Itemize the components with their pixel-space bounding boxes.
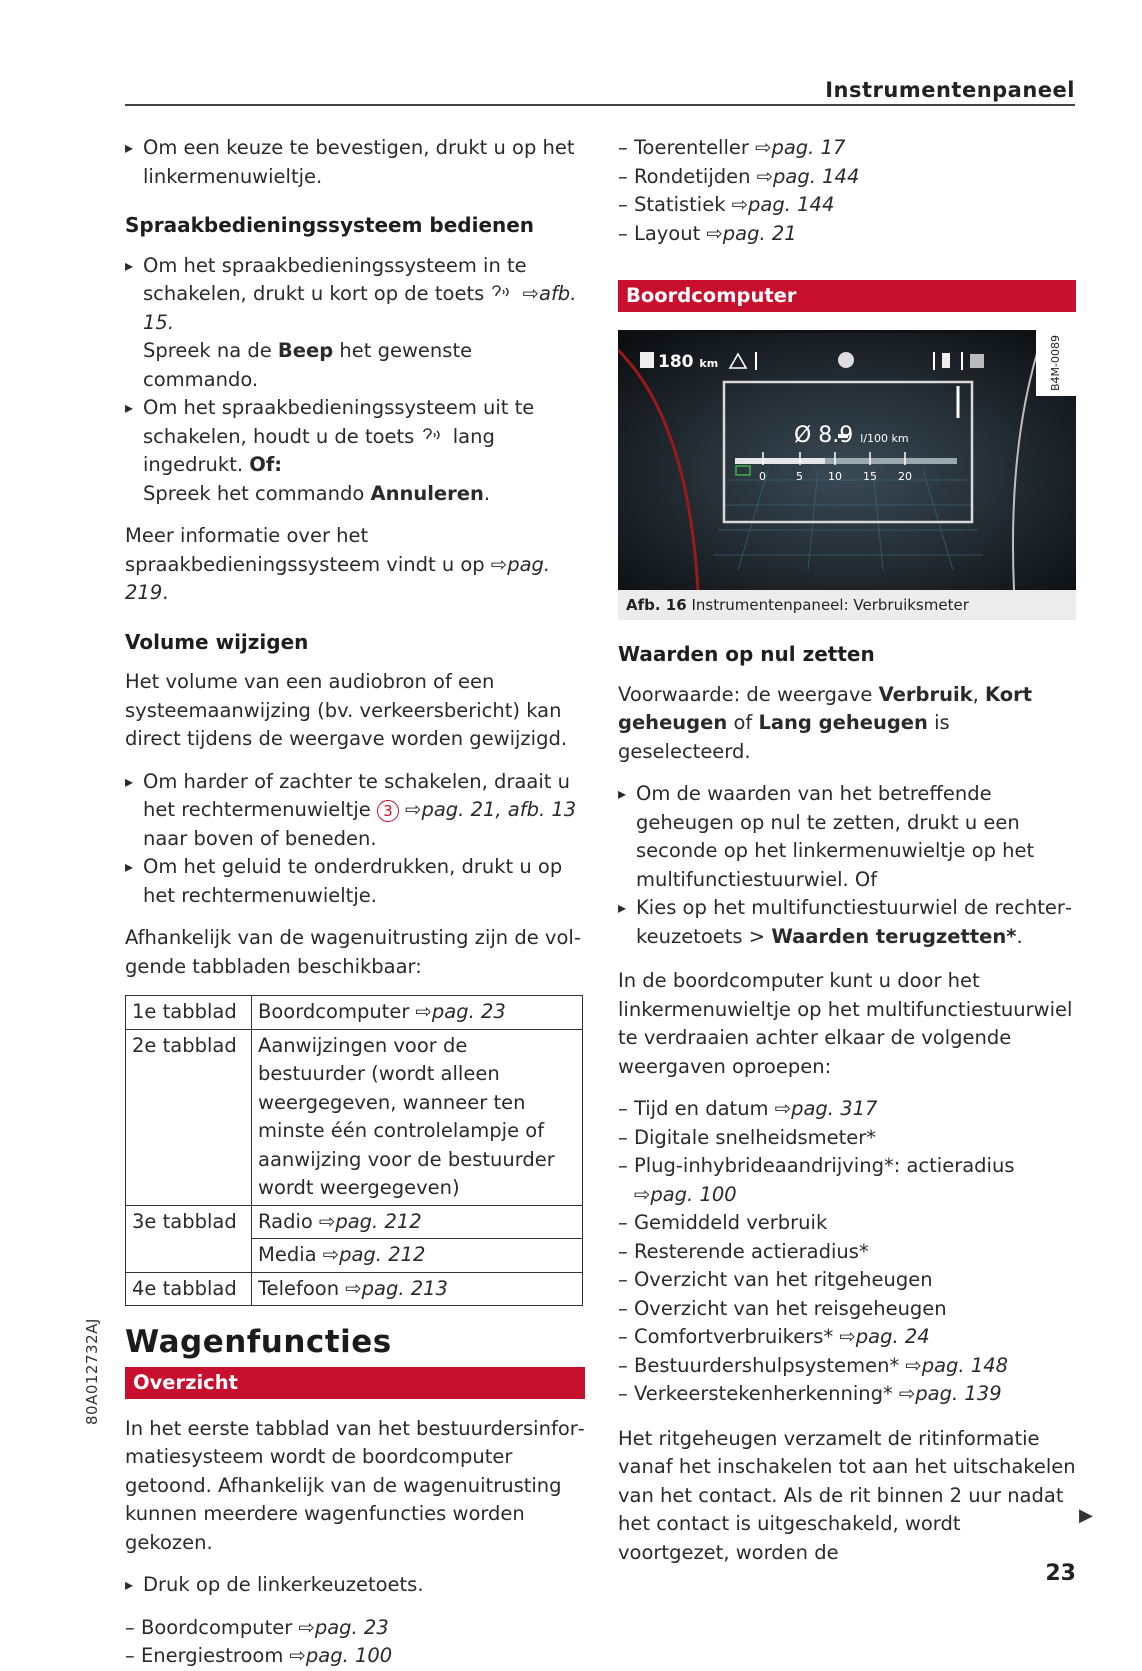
speech-heading: Spraakbedieningssysteem bedienen <box>125 213 535 237</box>
tabs-table <box>125 995 583 1306</box>
more-ref: ⇨pag. 219 <box>125 552 551 604</box>
list-item <box>618 163 1076 192</box>
list-item <box>618 134 1076 163</box>
tick-label: 20 <box>898 470 912 483</box>
list-text: – Layout <box>618 221 707 245</box>
pre-text: Voorwaarde: de weergave <box>618 682 879 706</box>
list-text: – Rondetijden <box>618 164 757 188</box>
list-ref: ⇨pag. 139 <box>898 1382 1002 1405</box>
speech-b1-text3: het gewenste commando. <box>143 339 473 391</box>
list-item <box>618 1352 1076 1381</box>
table-row <box>126 996 583 1030</box>
range-readout <box>658 352 718 374</box>
list-item <box>618 1295 1076 1324</box>
volume-bullet-2: ▸ Om het geluid te onderdrukken, drukt u op het rechtermenuwieltje. <box>125 853 585 910</box>
reset-b2-text: Kies op het multifunctiestuurwiel de rechterkeuzetoets > <box>636 896 1072 948</box>
top-list <box>618 134 1076 248</box>
caption-text: Instrumentenpaneel: Verbruiksmeter <box>691 596 969 614</box>
views-para: In de boordcomputer kunt u door het linkermenuwieltje op het multifunctiestuurwiel te verdraaien achter elkaar de volgende weergaven oproepen: <box>618 969 1073 1078</box>
pre-bold: Verbruik <box>878 682 973 706</box>
list-text: – Resterende actieradius* <box>618 1239 869 1263</box>
section-band: Overzicht <box>125 1367 585 1399</box>
wagen-para: In het eerste tabblad van het bestuurdersinformatiesysteem wordt de boordcomputer getoond. Afhankelijk van de wagenuitrusting kunnen meerdere wagenfuncties worden gekozen. <box>125 1416 585 1554</box>
reset-b2-bold: Waarden terugzetten* <box>771 924 1017 948</box>
speech-b2-end: . <box>483 481 491 505</box>
figure-code: B4M-0089 <box>1049 335 1062 391</box>
voice-command-icon <box>490 282 516 305</box>
list-item <box>618 1266 1076 1295</box>
table-cell: Aanwijzingen voor de bestuurder (wordt alleen weergegeven, wanneer ten minste één controlelampje of aanwijzing voor de bestuurder wordt weergegeven) <box>252 1029 583 1205</box>
speech-beep: Beep <box>277 339 334 362</box>
avg-unit: l/100 km <box>860 432 909 445</box>
list-text: – Toerenteller <box>618 136 756 159</box>
list-ref: ⇨pag. 144 <box>731 193 835 216</box>
list-text: – Overzicht van het ritgeheugen <box>618 1268 933 1291</box>
list-item <box>618 220 1076 249</box>
list-text: – Boordcomputer <box>125 1615 299 1639</box>
list-ref: ⇨pag. 144 <box>756 164 860 188</box>
list-ref: ⇨pag. 24 <box>839 1325 930 1348</box>
list-text: – Gemiddeld verbruik <box>618 1211 828 1234</box>
volume-bullet-1 <box>125 768 585 854</box>
caption-label: Afb. 16 <box>626 596 687 614</box>
tick-label: 0 <box>759 470 766 483</box>
left-column <box>125 134 585 1671</box>
volume-para: Het volume van een audiobron of een systeemaanwijzing (bv. verkeersbericht) kan direct tijdens de weergave worden gewijzigd. <box>125 670 568 750</box>
cell-text: Boordcomputer <box>258 1000 416 1023</box>
boordcomputer-band: Boordcomputer <box>618 280 1076 312</box>
avg-value: Ø 8.9 <box>794 423 854 448</box>
section-title: Wagenfuncties <box>125 1324 392 1360</box>
list-text: – Tijd en datum <box>618 1097 775 1120</box>
trip-memory-para: Het ritgeheugen verzamelt de ritinformatie vanaf het inschakelen tot aan het uitschakelen van het contact. Als de rit binnen 2 uur nadat het contact is uitgeschakeld, wordt voortgezet, worden de <box>618 1426 1076 1564</box>
list-item <box>618 1152 1076 1209</box>
table-cell <box>252 1205 583 1239</box>
table-cell: 3e tabblad <box>126 1205 252 1272</box>
views-list <box>618 1095 1076 1409</box>
reset-bullet-2 <box>618 894 1076 951</box>
speech-b2-text2: lang ingedrukt. <box>143 424 495 476</box>
cell-ref: ⇨pag. 212 <box>322 1243 426 1266</box>
list-text: – Plug-inhybrideaandrijving*: actieradius <box>618 1154 1015 1177</box>
speech-b2-text: Om het spraakbedieningssysteem uit te schakelen, houdt u de toets <box>143 396 535 448</box>
range-unit: km <box>699 357 719 370</box>
list-ref: ⇨pag. 17 <box>755 136 846 159</box>
table-cell <box>252 996 583 1030</box>
intro-bullet: ▸ Om een keuze te bevestigen, drukt u op het linkermenuwieltje. <box>125 134 585 191</box>
page-number: 23 <box>1045 1561 1076 1586</box>
list-item <box>618 1209 1076 1238</box>
list-text: – Verkeerstekenherkenning* <box>618 1382 899 1405</box>
table-cell: 2e tabblad <box>126 1029 252 1205</box>
list-ref: ⇨pag. 21 <box>706 221 797 245</box>
speech-bullet-on <box>125 252 585 395</box>
vol-b1-text: Om harder of zachter te schakelen, draait u het rechtermenuwieltje <box>143 769 570 821</box>
speech-of: Of: <box>249 453 283 476</box>
tick-label: 15 <box>863 470 877 483</box>
speech-b1-ref: ⇨afb. 15. <box>143 282 577 334</box>
reset-precondition <box>618 681 1076 767</box>
pre-text: , <box>972 682 986 706</box>
reset-heading: Waarden op nul zetten <box>618 642 875 666</box>
volume-heading: Volume wijzigen <box>125 629 309 654</box>
list-item <box>125 1642 585 1671</box>
figure-caption <box>618 590 1076 620</box>
list-item <box>618 1380 1076 1409</box>
list-ref: ⇨pag. 317 <box>774 1097 878 1120</box>
table-cell: 1e tabblad <box>126 996 252 1030</box>
list-ref: ⇨pag. 100 <box>289 1644 393 1667</box>
table-cell <box>252 1239 583 1273</box>
pre-bold: Kort geheugen <box>618 682 1033 734</box>
callout-number: 3 <box>377 800 399 822</box>
range-value: 180 <box>658 352 694 372</box>
table-row <box>126 1205 583 1239</box>
list-item <box>618 191 1076 220</box>
page-header <box>125 72 1075 106</box>
list-item <box>618 1238 1076 1267</box>
list-ref: ⇨pag. 148 <box>905 1353 1009 1377</box>
speech-more-info <box>125 522 585 608</box>
list-item <box>618 1323 1076 1352</box>
header-title: Instrumentenpaneel <box>825 78 1075 102</box>
right-column <box>618 134 1076 1567</box>
list-text: – Bestuurdershulpsystemen* <box>618 1353 906 1377</box>
table-cell: 4e tabblad <box>126 1272 252 1306</box>
cell-ref: ⇨pag. 213 <box>345 1276 448 1300</box>
list-item <box>618 1124 1076 1153</box>
pre-bold: Lang geheugen <box>758 711 928 734</box>
table-row <box>126 1272 583 1306</box>
list-text: – Comfortverbruikers* <box>618 1325 840 1348</box>
reset-bullet-1: ▸ Om de waarden van het betreffende geheugen op nul te zetten, drukt u een seconde op het linkermenuwieltje op het multifunctiestuurwiel. Of <box>618 780 1076 894</box>
tabs-intro: Afhankelijk van de wagenuitrusting zijn de volgende tabbladen beschikbaar: <box>125 926 581 978</box>
cell-text: Media <box>258 1243 323 1266</box>
speech-b2-text3: Spreek het commando <box>143 481 371 505</box>
list-item <box>618 1095 1076 1124</box>
list-text: – Digitale snelheidsmeter* <box>618 1125 877 1149</box>
figure-instrument-panel <box>618 330 1076 590</box>
cell-text: Radio <box>258 1209 319 1233</box>
table-cell <box>252 1272 583 1306</box>
vol-b1-ref: ⇨pag. 21, afb. 13 <box>398 798 577 821</box>
speech-b1-text: Om het spraakbedieningssysteem in te schakelen, drukt u kort op de toets <box>143 253 527 305</box>
avg-consumption <box>794 424 909 451</box>
fuel-pump-icon <box>640 352 654 368</box>
tick-label: 10 <box>828 470 842 483</box>
tick-label: 5 <box>796 470 803 483</box>
voice-command-icon <box>421 425 447 448</box>
pre-text: of <box>727 711 759 734</box>
more-text: Meer informatie over het spraakbedieningssysteem vindt u op <box>125 524 491 576</box>
list-text: – Energiestroom <box>125 1644 290 1667</box>
list-item <box>125 1614 585 1643</box>
cell-ref: ⇨pag. 212 <box>319 1209 422 1233</box>
table-row <box>126 1029 583 1205</box>
list-ref: ⇨pag. 23 <box>298 1615 389 1639</box>
list-text: – Statistiek <box>618 193 732 216</box>
scale-ticks <box>618 470 1076 486</box>
cell-ref: ⇨pag. 23 <box>415 1000 506 1023</box>
reset-b2-end: . <box>1016 924 1023 948</box>
list-ref: ⇨pag. 100 <box>634 1182 737 1206</box>
cell-text: Telefoon <box>258 1276 346 1300</box>
more-end: . <box>162 581 169 604</box>
wagen-bullet: ▸ Druk op de linkerkeuzetoets. <box>125 1571 585 1600</box>
continue-arrow-icon: ▶ <box>1079 1505 1093 1526</box>
speech-annuleren: Annuleren <box>370 481 484 505</box>
list-text: – Overzicht van het reisgeheugen <box>618 1296 947 1320</box>
speech-b1-text2: Spreek na de <box>143 339 278 362</box>
pre-text: is geselecteerd. <box>618 711 950 763</box>
vol-b1-end: naar boven of beneden. <box>143 826 377 850</box>
speech-bullet-off <box>125 394 585 508</box>
document-code: 80A012732AJ <box>83 1318 101 1425</box>
